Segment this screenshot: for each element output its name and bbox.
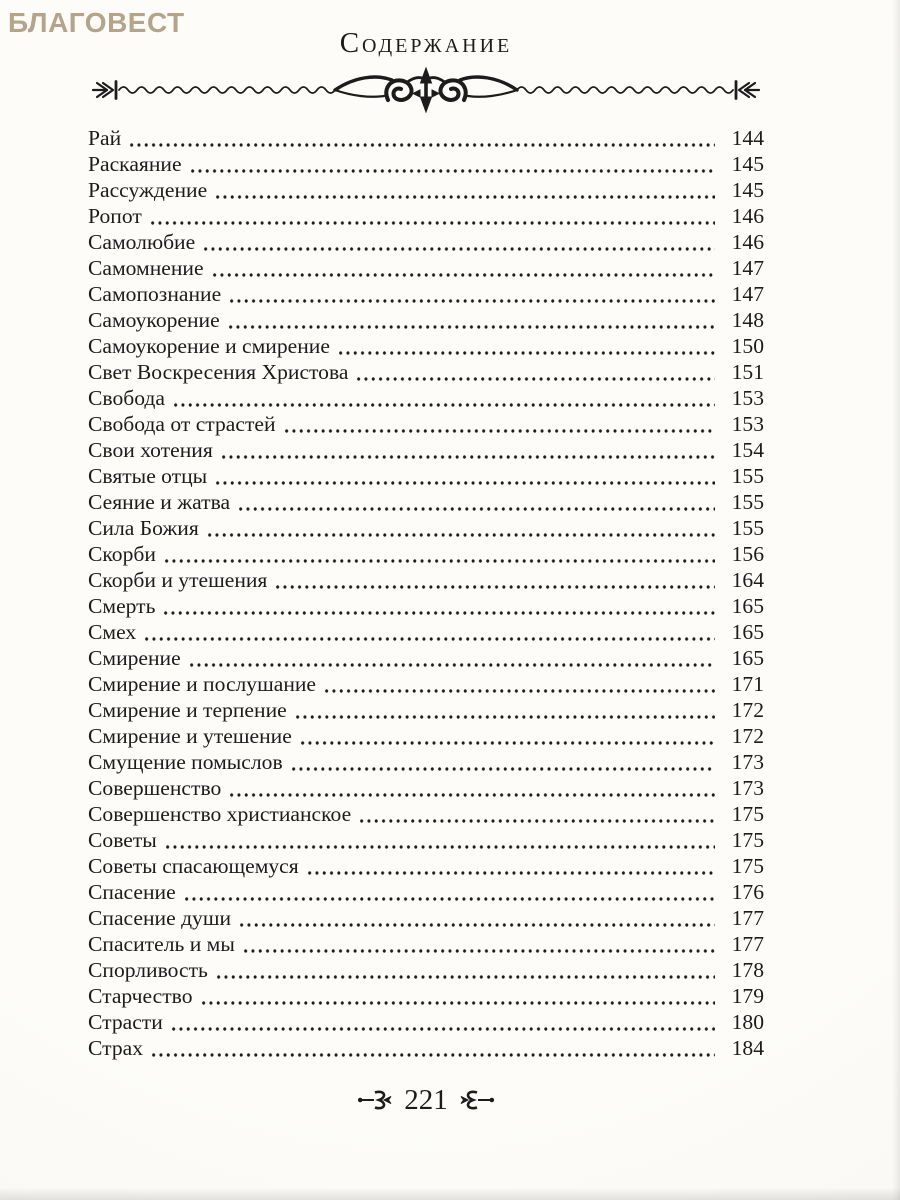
- toc-entry-page: 184: [731, 1036, 764, 1060]
- publisher-watermark: БЛАГОВЕСТ: [8, 7, 185, 38]
- toc-entry-title: Рассуждение: [88, 178, 208, 202]
- toc-entry-title: Спасение души: [88, 906, 232, 930]
- toc-entry-page: 155: [731, 516, 764, 540]
- toc-entry-title: Старчество: [88, 984, 193, 1008]
- toc-entry: [88, 333, 764, 359]
- toc-entry-title: Свобода от страстей: [88, 412, 276, 436]
- toc-entry: [88, 359, 764, 385]
- toc-entry: [88, 255, 764, 281]
- dot-leader: [337, 333, 715, 359]
- toc-entry: [88, 853, 764, 879]
- toc-entry-page: 165: [731, 620, 764, 644]
- toc-entry-page: 165: [731, 594, 764, 618]
- dot-leader: [323, 671, 715, 697]
- dot-leader: [211, 255, 715, 281]
- toc-entry: [88, 827, 764, 853]
- toc-entry: [88, 593, 764, 619]
- toc-entry-page: 150: [731, 334, 764, 358]
- toc-entry-title: Свет Воскресения Христова: [88, 360, 349, 384]
- toc-entry: [88, 515, 764, 541]
- toc-entry-title: Страх: [88, 1036, 143, 1060]
- toc-page: [88, 0, 764, 1200]
- dot-leader: [220, 437, 715, 463]
- footer-flourish-left-icon: [357, 1088, 395, 1112]
- toc-entry: [88, 229, 764, 255]
- toc-entry: [88, 749, 764, 775]
- toc-entry-page: 173: [731, 776, 764, 800]
- dot-leader: [128, 125, 715, 151]
- dot-leader: [306, 853, 715, 879]
- page-title: Содержание: [339, 27, 513, 59]
- dot-leader: [189, 151, 715, 177]
- toc-entry: [88, 125, 764, 151]
- toc-entry: [88, 489, 764, 515]
- toc-entry: [88, 775, 764, 801]
- dot-leader: [183, 879, 715, 905]
- toc-entry: [88, 567, 764, 593]
- dot-leader: [274, 567, 715, 593]
- toc-entry-page: 178: [731, 958, 764, 982]
- dot-leader: [294, 697, 715, 723]
- toc-entry: [88, 619, 764, 645]
- toc-entry-title: Смерть: [88, 594, 156, 618]
- dot-leader: [228, 281, 715, 307]
- toc-entry-title: Сила Божия: [88, 516, 199, 540]
- toc-entry-page: 165: [731, 646, 764, 670]
- dot-leader: [162, 593, 715, 619]
- toc-entry-page: 156: [731, 542, 764, 566]
- toc-entry: [88, 307, 764, 333]
- dot-leader: [290, 749, 715, 775]
- ornamental-divider-icon: [88, 67, 764, 113]
- toc-entry-title: Советы спасающемуся: [88, 854, 299, 878]
- toc-entry-page: 148: [731, 308, 764, 332]
- toc-entry: [88, 411, 764, 437]
- toc-entry-page: 171: [731, 672, 764, 696]
- toc-entry-title: Самопознание: [88, 282, 222, 306]
- toc-entry: [88, 723, 764, 749]
- page-footer: [88, 1083, 764, 1117]
- toc-entry: [88, 879, 764, 905]
- dot-leader: [164, 827, 715, 853]
- toc-entry: [88, 385, 764, 411]
- toc-entry-title: Спасение: [88, 880, 176, 904]
- dot-leader: [238, 905, 715, 931]
- dot-leader: [188, 645, 715, 671]
- toc-entry-title: Самолюбие: [88, 230, 196, 254]
- toc-entry: [88, 1009, 764, 1035]
- dot-leader: [172, 385, 715, 411]
- toc-entry: [88, 957, 764, 983]
- toc-entry-page: 173: [731, 750, 764, 774]
- toc-entry-title: Спаситель и мы: [88, 932, 235, 956]
- toc-entry-page: 153: [731, 386, 764, 410]
- toc-entry-title: Свои хотения: [88, 438, 213, 462]
- toc-entry-page: 146: [731, 230, 764, 254]
- toc-entry-page: 172: [731, 698, 764, 722]
- dot-leader: [214, 177, 715, 203]
- toc-entry-page: 155: [731, 490, 764, 514]
- toc-entry-page: 177: [731, 906, 764, 930]
- toc-entry-title: Самоукорение: [88, 308, 220, 332]
- toc-entry-page: 175: [731, 828, 764, 852]
- toc-entry-title: Скорби: [88, 542, 156, 566]
- dot-leader: [143, 619, 715, 645]
- toc-entry-title: Смирение и послушание: [88, 672, 317, 696]
- toc-entry-page: 146: [731, 204, 764, 228]
- dot-leader: [242, 931, 715, 957]
- toc-entry-title: Смирение и утешение: [88, 724, 292, 748]
- toc-entry-title: Советы: [88, 828, 157, 852]
- dot-leader: [355, 359, 715, 385]
- dot-leader: [214, 463, 715, 489]
- toc-entry: [88, 931, 764, 957]
- page-number: 221: [404, 1084, 448, 1116]
- dot-leader: [358, 801, 715, 827]
- toc-entry-title: Святые отцы: [88, 464, 208, 488]
- dot-leader: [227, 307, 715, 333]
- toc-entry-title: Совершенство: [88, 776, 222, 800]
- toc-entry: [88, 697, 764, 723]
- toc-entry-title: Самоукорение и смирение: [88, 334, 330, 358]
- dot-leader: [200, 983, 715, 1009]
- dot-leader: [149, 203, 715, 229]
- toc-entry: [88, 541, 764, 567]
- toc-entry-title: Ропот: [88, 204, 142, 228]
- toc-entry: [88, 645, 764, 671]
- toc-entry: [88, 281, 764, 307]
- toc-entry-page: 164: [731, 568, 764, 592]
- toc-entry-title: Смех: [88, 620, 137, 644]
- dot-leader: [202, 229, 715, 255]
- toc-entry-page: 155: [731, 464, 764, 488]
- toc-entry-title: Скорби и утешения: [88, 568, 268, 592]
- dot-leader: [150, 1035, 715, 1061]
- toc-entry: [88, 463, 764, 489]
- toc-entry-title: Страсти: [88, 1010, 163, 1034]
- dot-leader: [215, 957, 715, 983]
- toc-entry-page: 175: [731, 854, 764, 878]
- toc-entry-title: Смущение помыслов: [88, 750, 283, 774]
- toc-list: [88, 125, 764, 1061]
- toc-entry-title: Сеяние и жатва: [88, 490, 231, 514]
- dot-leader: [283, 411, 715, 437]
- toc-entry-page: 147: [731, 256, 764, 280]
- dot-leader: [206, 515, 715, 541]
- dot-leader: [237, 489, 715, 515]
- toc-entry-page: 145: [731, 152, 764, 176]
- toc-entry: [88, 905, 764, 931]
- toc-entry-page: 176: [731, 880, 764, 904]
- dot-leader: [163, 541, 715, 567]
- toc-entry-page: 153: [731, 412, 764, 436]
- toc-entry-title: Свобода: [88, 386, 165, 410]
- toc-entry-page: 144: [731, 126, 764, 150]
- toc-entry-page: 175: [731, 802, 764, 826]
- toc-entry-title: Смирение: [88, 646, 181, 670]
- toc-entry-page: 145: [731, 178, 764, 202]
- footer-flourish-right-icon: [457, 1088, 495, 1112]
- toc-entry-title: Самомнение: [88, 256, 204, 280]
- toc-entry: [88, 801, 764, 827]
- dot-leader: [299, 723, 715, 749]
- toc-entry-title: Раскаяние: [88, 152, 182, 176]
- toc-entry-title: Рай: [88, 126, 122, 150]
- toc-entry: [88, 437, 764, 463]
- toc-entry-title: Спорливость: [88, 958, 208, 982]
- toc-entry-title: Совершенство христианское: [88, 802, 352, 826]
- toc-entry: [88, 151, 764, 177]
- toc-entry: [88, 671, 764, 697]
- toc-entry: [88, 203, 764, 229]
- dot-leader: [170, 1009, 715, 1035]
- toc-entry-page: 151: [731, 360, 764, 384]
- toc-entry-page: 154: [731, 438, 764, 462]
- toc-entry-page: 180: [731, 1010, 764, 1034]
- toc-entry: [88, 177, 764, 203]
- toc-entry: [88, 1035, 764, 1061]
- toc-entry-page: 177: [731, 932, 764, 956]
- dot-leader: [228, 775, 715, 801]
- toc-entry: [88, 983, 764, 1009]
- toc-entry-page: 147: [731, 282, 764, 306]
- toc-entry-page: 179: [731, 984, 764, 1008]
- toc-entry-title: Смирение и терпение: [88, 698, 287, 722]
- toc-entry-page: 172: [731, 724, 764, 748]
